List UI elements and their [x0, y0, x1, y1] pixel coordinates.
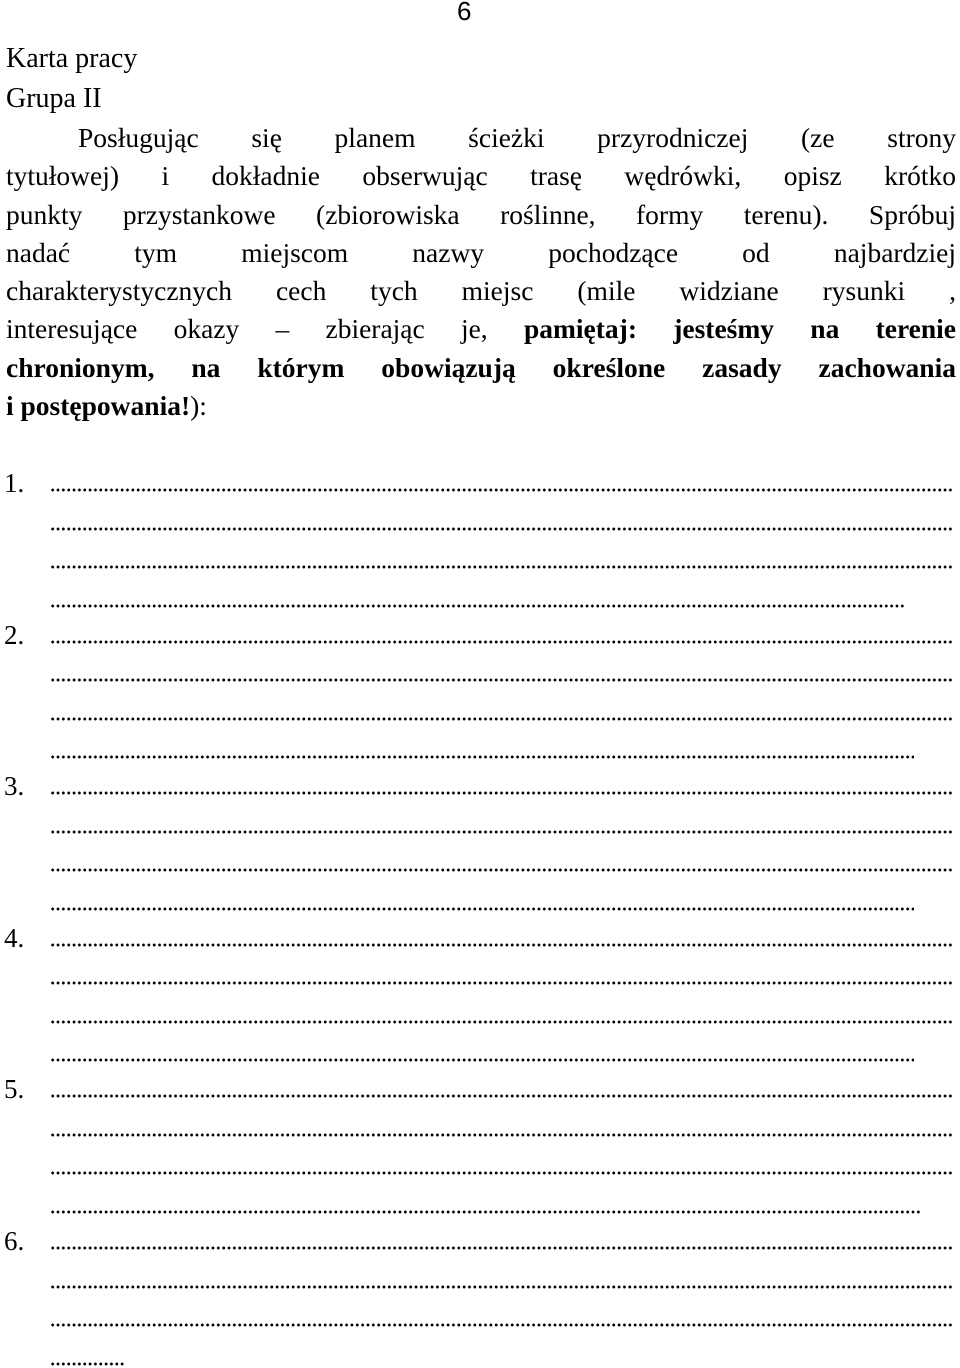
answer-dotted-line[interactable] [50, 1321, 954, 1329]
answer-number: 4. [4, 922, 25, 953]
group-label: Grupa II [6, 83, 102, 114]
instructions-text: Posługując się planem ścieżki przyrodniczej (ze strony [78, 122, 956, 153]
instructions-line [6, 119, 956, 157]
answer-dotted-line[interactable] [50, 1056, 914, 1064]
instructions-text: nadać tym miejscom nazwy pochodzące od najbardziej [6, 236, 956, 268]
answer-dotted-line[interactable] [50, 1092, 954, 1100]
answer-dotted-line[interactable] [50, 602, 904, 610]
answer-dotted-line[interactable] [50, 753, 914, 761]
instructions-line [6, 310, 956, 348]
answer-dotted-line[interactable] [50, 905, 914, 913]
answer-number: 5. [4, 1074, 25, 1105]
instructions-text: charakterystycznych cech tych miejsc (mile widziane rysunki , [6, 275, 956, 307]
instructions-text: tytułowej) i dokładnie obserwując trasę wędrówki, opisz krótko [6, 160, 956, 192]
instructions-bold-text: chronionym, na którym obowiązują określone zasady zachowania [6, 351, 956, 383]
instructions-line [6, 349, 956, 387]
instructions-line [6, 272, 956, 310]
instructions-line [6, 157, 956, 195]
instructions-line [6, 387, 956, 425]
answer-dotted-line[interactable] [50, 1244, 954, 1252]
instructions-text: punkty przystankowe (zbiorowiska roślinne, formy terenu). Spróbuj [6, 198, 956, 230]
answer-dotted-line[interactable] [50, 676, 954, 684]
answer-dotted-line[interactable] [50, 941, 954, 949]
answer-dotted-line[interactable] [50, 979, 954, 987]
answer-dotted-line[interactable] [50, 1360, 124, 1368]
answer-dotted-line[interactable] [50, 715, 954, 723]
instructions-text: ): [190, 390, 207, 422]
answer-dotted-line[interactable] [50, 486, 954, 494]
answer-dotted-line[interactable] [50, 866, 954, 874]
instructions-paragraph [6, 119, 956, 425]
answer-number: 3. [4, 771, 25, 802]
page-number: 6 [457, 0, 472, 26]
answer-number: 1. [4, 468, 25, 498]
instructions-text: interesujące okazy – zbierając je, [6, 313, 524, 345]
answer-number: 2. [4, 619, 25, 650]
answer-number: 6. [4, 1226, 25, 1256]
instructions-line [6, 234, 956, 272]
answer-dotted-line[interactable] [50, 1131, 954, 1139]
answer-dotted-line[interactable] [50, 638, 954, 646]
answer-dotted-line[interactable] [50, 525, 954, 533]
worksheet-title: Karta pracy [6, 43, 138, 74]
answer-dotted-line[interactable] [50, 828, 954, 836]
instructions-bold-text: i postępowania! [6, 390, 191, 422]
instructions-bold-text: pamiętaj: jesteśmy na terenie [523, 313, 956, 345]
answer-dotted-line[interactable] [50, 789, 954, 797]
instructions-line [6, 196, 956, 234]
answer-dotted-line[interactable] [50, 563, 954, 571]
answer-dotted-line[interactable] [50, 1169, 954, 1177]
answer-dotted-line[interactable] [50, 1018, 954, 1026]
answer-dotted-line[interactable] [50, 1208, 920, 1216]
answer-dotted-line[interactable] [50, 1283, 954, 1291]
